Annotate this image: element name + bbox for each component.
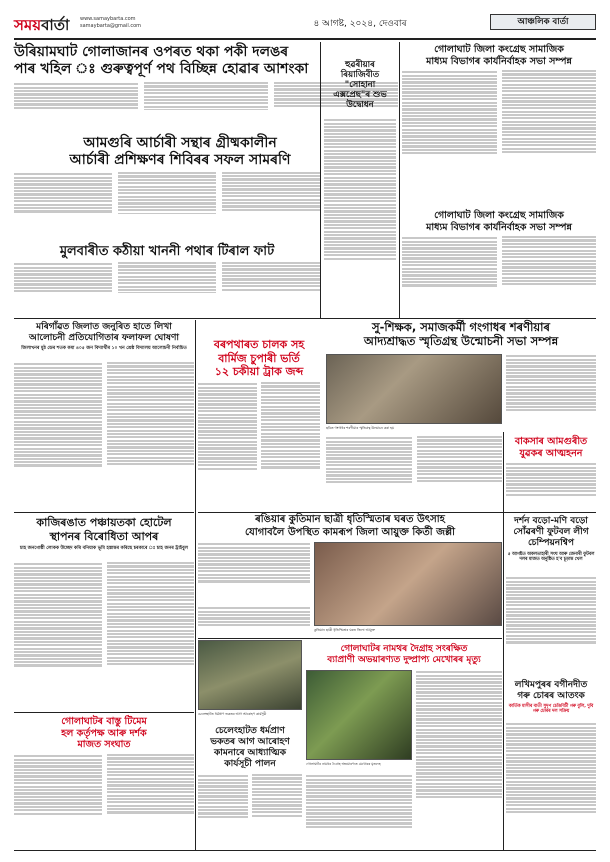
headline-line: বৰপথাৰত চালক সহ [213, 338, 305, 351]
article-9-headline[interactable] [402, 210, 596, 233]
article-15-body [198, 774, 302, 848]
article-7-headline[interactable] [324, 60, 396, 110]
website-text[interactable]: www.samaybarta.com [80, 16, 136, 22]
article-2-body [14, 172, 320, 237]
column-divider [195, 320, 196, 850]
logo-main-text: সময় [14, 16, 42, 34]
article-16-body [306, 774, 412, 848]
photo-caption: গোলাঘাটৰ নামথৰ দৈগ্ৰাহ অভয়াৰণ্যত মেখোৰৰ মৃতদেহ [306, 762, 381, 766]
dead-animal-photo [306, 670, 412, 760]
headline-line: গোলাঘাটৰ বাস্তু টিমেম [61, 716, 147, 727]
article-10-body [326, 436, 502, 506]
article-10-body-side [506, 354, 596, 434]
headline-line: উৰিয়ামঘাট গোলাজানৰ ওপৰত থকা পকী দলঙৰ [14, 44, 289, 60]
headline-line: মাধ্যম বিভাগৰ কাৰ্যনিৰ্বাহক সভা সম্পন্ন [426, 55, 572, 67]
headline-line: গোলাঘাট জিলা কংগ্ৰেছ সামাজিক [434, 44, 564, 55]
headline-line: কাজিৰঙাত পঞ্চায়তকা হোটেল [36, 516, 172, 529]
row-divider [14, 712, 194, 713]
column-divider [320, 42, 321, 318]
headline-line: চেলেংহাটত ধৰ্মপ্ৰাণ [215, 726, 285, 736]
headline-line: গোলাঘাটৰ নামথৰ দৈগ্ৰাহ সংৰক্ষিত [340, 644, 468, 654]
headline-line: ৰঙিয়াৰ কুতিমান ছাত্ৰী ধৃতিস্মিতাৰ ঘৰত উৎসাহ [255, 514, 445, 525]
memorial-photo [326, 354, 502, 424]
headline-line: গোলাঘাট জিলা কংগ্ৰেছ সামাজিক [434, 210, 564, 221]
newspaper-logo[interactable] [14, 14, 76, 36]
row-divider [198, 638, 502, 639]
article-12-body [198, 542, 310, 602]
logo-accent-text: বাৰ্তা [41, 16, 70, 34]
photo-caption: চেলেংহাটত ধৰ্মপ্ৰাণ ভকতৰ আগ আৰোহণ কাৰ্যসূচী [198, 712, 267, 716]
headline-line: স্থাপনৰ বিৰোধিতা আপৰ [49, 529, 159, 543]
headline-line: "সোহানা [344, 80, 376, 90]
article-6-body [14, 754, 194, 848]
headline-line: চেম্পিয়নশ্বিপ [527, 538, 574, 548]
article-14-headline[interactable] [506, 516, 596, 549]
row-divider [198, 512, 596, 513]
headline-line: দৰ্শন বড়ো-মণি বড়ো [514, 516, 588, 526]
article-12-body-more [198, 606, 310, 636]
column-divider [503, 432, 504, 850]
article-4-headline[interactable] [14, 322, 194, 344]
column-divider [399, 42, 400, 318]
issue-date: ৪ আগষ্ট, ২০২৪, দেওবাৰ [313, 19, 407, 29]
email-text[interactable]: samaybarta@gmail.com [80, 23, 142, 29]
commissioner-visit-photo [314, 542, 502, 626]
headline-line: এক্সপ্ৰেছ"ৰ শুভ [333, 90, 387, 100]
article-5-headline[interactable] [14, 516, 194, 543]
headline-line: সু-শিক্ষক, সমাজকৰ্মী গংগাধৰ শৰণীয়াৰ [372, 320, 550, 334]
article-14-body [506, 576, 596, 668]
section-label: আঞ্চলিক বাৰ্তা [490, 14, 596, 30]
article-10-headline[interactable] [326, 320, 596, 348]
photo-caption: কুতিমান ছাত্ৰী ধৃতিস্মিতাৰ ঘৰত জিলা আয়ুক্ত [314, 628, 375, 632]
article-17-body [506, 722, 596, 848]
article-4-subheadline: জিলাখনৰ মুঠ ডেৰ শতক কমা ৪০৫ জন বিদ্যাৰ্থীৰ ১০ খন শ্ৰেষ্ঠ বিদ্যালয় আলোচনী নিৰ্বাচিত [21, 346, 187, 351]
article-8-headline[interactable] [402, 44, 596, 67]
headline-line: আমগুৰি আৰ্চাৰী সন্থাৰ গ্ৰীষ্মকালীন [83, 135, 277, 151]
headline-line: আদ্যশ্ৰাদ্ধত স্মৃতিগ্ৰন্থ উন্মোচনী সভা সম্পন্ন [363, 334, 559, 348]
headline-line: আলোচনী প্ৰতিযোগিতাৰ ফলাফল ঘোষণা [28, 333, 179, 343]
article-4-body [14, 362, 194, 512]
headline-line: ১২ চকীয়া ট্ৰাক জব্দ [214, 365, 304, 378]
headline-line: মাধ্যম বিভাগৰ কাৰ্যনিৰ্বাহক সভা সম্পন্ন [426, 221, 572, 233]
page-bottom-rule [14, 850, 596, 851]
headline-line: ভকতৰ আগ আৰোহণ [210, 737, 290, 747]
photo-caption: ছবিত গংগাধৰ শৰণীয়াৰ স্মৃতিগ্ৰন্থ উন্মোচন কৰা হয় [326, 426, 395, 430]
headline-line: ৰিয়াজিবীত [340, 70, 380, 80]
article-13-body [506, 462, 596, 512]
headline-line: গৰু চোৰৰ আতংক [517, 691, 585, 701]
headline-line: হুৱৰীয়াৰ [345, 60, 375, 70]
headline-line: হল কৰ্তৃপক্ষ আৰু দৰ্শক [61, 727, 147, 739]
article-2-headline[interactable] [40, 135, 320, 169]
headline-line: লখিমপুৰৰ বগীনদীত [514, 680, 588, 690]
headline-line: ব্যাপ্ৰাণী অভয়াৰণ্যত দুষ্প্ৰাপ্য মেখোৰৰ মৃত্যু [327, 655, 481, 665]
article-12-headline[interactable] [198, 514, 502, 539]
headline-line: মৰিগাঁৱত জিলাত জনুৰিত হাতে লিখা [36, 322, 172, 332]
row-divider [14, 318, 596, 319]
headline-line: যুৱকৰ আত্মহনন [519, 447, 583, 459]
article-3-headline[interactable]: মুলবাৰীত কঠীয়া খাননী পথাৰ টিৰাল ফাট [59, 244, 275, 259]
headline-line: বাৰ্মিজ চুপাৰী ভৰ্তি [218, 351, 300, 365]
article-11-body [198, 382, 320, 512]
headline-line: কামনাৰে আধ্যাত্মিক [213, 748, 286, 758]
headline-line: বাকসাৰ আমগুৰীত [514, 436, 588, 447]
article-16-headline[interactable] [306, 644, 502, 666]
article-6-headline[interactable] [14, 716, 194, 751]
article-11-headline[interactable] [198, 338, 320, 379]
article-14-subheadline: ৫ আগষ্টত অকলতাহাৰী সংঘ আৰু জেনাৰী ফুটবল দলৰ মাজত অনুষ্ঠিত হ'ব চূড়ান্ত খেল [507, 552, 595, 563]
headline-line: সোঁৱৰণী ফুটবল লীগ [513, 527, 589, 537]
article-17-subheadline: কাৰ্তিক মাসীৰ বাতী সুদৃপ চেঙিবিটী গৰু বুলি, দুবি গৰু চোৰৰ দল সক্ৰিয় [508, 704, 594, 715]
article-5-body [14, 562, 194, 712]
row-divider [14, 512, 194, 513]
headline-line: কাৰ্যসূচী পালন [224, 759, 276, 769]
devotees-photo [198, 640, 302, 710]
masthead-contact [80, 16, 141, 30]
article-7-body [324, 118, 396, 318]
article-17-headline[interactable] [506, 680, 596, 702]
article-9-body [402, 236, 596, 316]
headline-line: আৰ্চাৰী প্ৰশিক্ষণৰ শিবিৰৰ সফল সামৰণি [69, 152, 291, 168]
article-5-subheadline: চাহ জনগোষ্ঠী লোকক উচ্ছেদ কৰি বনিয়াক ভূমি হস্তান্তৰ কৰিছে চৰকাৰে ঃ চাহ জনৰ ট্ৰাইবুল [19, 546, 188, 551]
article-16-body-side [416, 670, 502, 848]
article-15-headline[interactable] [198, 726, 302, 770]
article-8-body [402, 70, 596, 208]
headline-line: যোগাবলৈ উপস্থিত কামৰূপ জিলা আয়ুক্ত কিৰ্তী জল্লী [245, 526, 455, 538]
headline-line: পাৰ খহিল ঃ গুৰুত্বপূৰ্ণ পথ বিচ্ছিন্ন হোৱাৰ আশংকা [14, 61, 309, 77]
article-13-headline[interactable] [506, 436, 596, 459]
article-3-body [14, 262, 320, 314]
headline-line: মাজত সংঘাত [77, 739, 131, 750]
headline-line: উদ্বোধন [346, 100, 374, 110]
